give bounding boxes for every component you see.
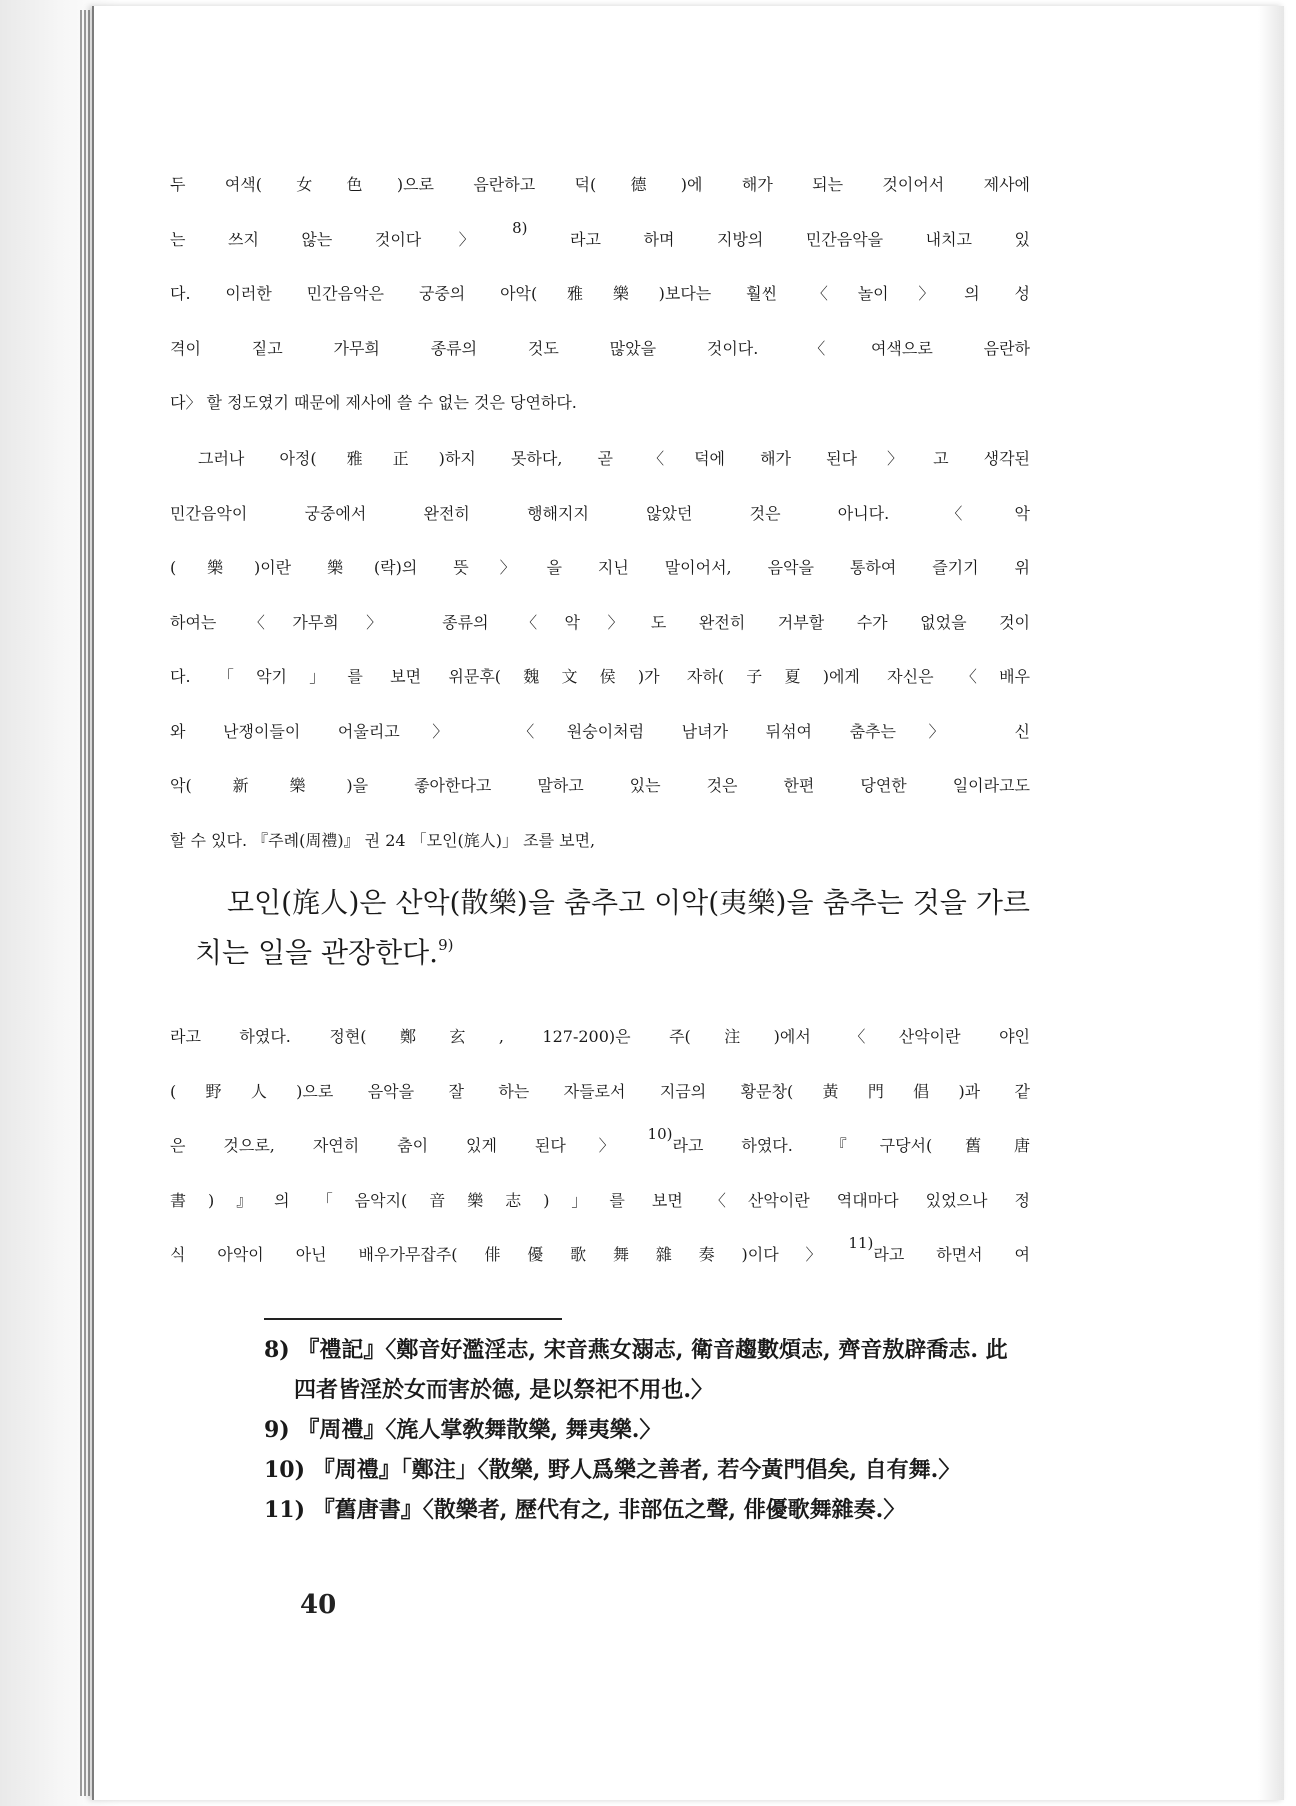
footnote-ref-9: 9) [438, 936, 454, 954]
text-line: 는 쓰지 않는 것이다〉$^{8)}$ 라고 하며 지방의 민간음악을 내치고 있 [170, 218, 1031, 249]
footnote-ref-11: 11) [848, 1234, 874, 1252]
text-line: (野人)으로 음악을 잘 하는 자들로서 지금의 황문창(黃門倡)과 같 [170, 1081, 1030, 1101]
text-line: 격이 짙고 가무희 종류의 것도 많았을 것이다. 〈여색으로 음란하 [170, 338, 1030, 358]
text-line: 식 아악이 아닌 배우가무잡주(俳優歌舞雜奏)이다〉$^{11)}$라고 하면서 여 [170, 1234, 1030, 1264]
footnote-9: 9) 『周禮』〈旄人掌敎舞散樂, 舞夷樂.〉 [264, 1417, 662, 1443]
page-edge [88, 10, 90, 1796]
text-line: 다. 이러한 민간음악은 궁중의 아악(雅樂)보다는 훨씬 〈놀이〉의 성 [170, 284, 1030, 303]
text-line: (樂)이란 樂(락)의 뜻〉을 지닌 말이어서, 음악을 통하여 즐기기 위 [170, 558, 1030, 577]
footnote-ref-8: 8) [512, 218, 528, 237]
page-edge [84, 10, 86, 1796]
footnotes [264, 1330, 1124, 1530]
footnote-11: 11) 『舊唐書』〈散樂者, 歷代有之, 非部伍之聲, 俳優歌舞雜奏.〉 [264, 1497, 906, 1523]
footnote-8-continuation: 四者皆淫於女而害於德, 是以祭祀不用也.〉 [294, 1377, 713, 1403]
paragraph-3 [170, 1024, 1030, 1297]
block-quote [195, 878, 1030, 978]
text-line: 와 난쟁이들이 어울리고〉 〈원숭이처럼 남녀가 뒤섞여 춤추는〉 신 [170, 721, 1030, 741]
page-number: 40 [300, 1590, 337, 1620]
footnote-8: 8) 『禮記』〈鄭音好濫淫志, 宋音燕女溺志, 衛音趨數煩志, 齊音敖辟喬志. 此 [264, 1337, 1008, 1363]
text-line: 라고 하였다. 정현(鄭玄, 127-200)은 주(注)에서 〈산악이란 야인 [170, 1027, 1030, 1046]
text-line: 악(新樂)을 좋아한다고 말하고 있는 것은 한편 당연한 일이라고도 [170, 776, 1030, 795]
text-line: 두 여색(女色)으로 음란하고 덕(德)에 해가 되는 것이어서 제사에 [170, 175, 1030, 194]
page-edge [80, 10, 82, 1796]
text-line: 다. 「악기」를 보면 위문후(魏文侯)가 자하(子夏)에게 자신은 〈배우 [170, 667, 1030, 686]
text-line: 그러나 아정(雅正)하지 못하다, 곧 〈덕에 해가 된다〉고 생각된 [198, 449, 1030, 468]
quote-line: 모인(旄人)은 산악(散樂)을 춤추고 이악(夷樂)을 춤추는 것을 가르 [227, 886, 1030, 919]
text-line: 書)』의 「음악지(音樂志)」를 보면 〈산악이란 역대마다 있었으나 정 [170, 1190, 1030, 1210]
footnote-10: 10) 『周禮』「鄭注」〈散樂, 野人爲樂之善者, 若今黃門倡矣, 自有舞.〉 [264, 1457, 961, 1483]
text-line: 민간음악이 궁중에서 완전히 행해지지 않았던 것은 아니다. 〈악 [170, 503, 1030, 523]
quote-line: 치는 일을 관장한다.$^{9)}$ [195, 936, 454, 969]
text-line: 다〉 할 정도였기 때문에 제사에 쓸 수 없는 것은 당연하다. [170, 393, 577, 412]
page-shadow [1258, 6, 1284, 1800]
text-line: 할 수 있다. 『주례(周禮)』 권 24 「모인(旄人)」 조를 보면, [170, 830, 596, 850]
footnote-ref-10: 10) [647, 1125, 673, 1143]
paragraph-1 [170, 172, 1030, 445]
footnote-divider [264, 1318, 562, 1320]
text-line: 하여는 〈가무희〉 종류의 〈악〉도 완전히 거부할 수가 없었을 것이 [170, 612, 1030, 632]
text-line: 은 것으로, 자연히 춤이 있게 된다〉$^{10)}$라고 하였다. 『구당서(舊唐 [170, 1125, 1030, 1155]
paragraph-2 [170, 446, 1030, 882]
